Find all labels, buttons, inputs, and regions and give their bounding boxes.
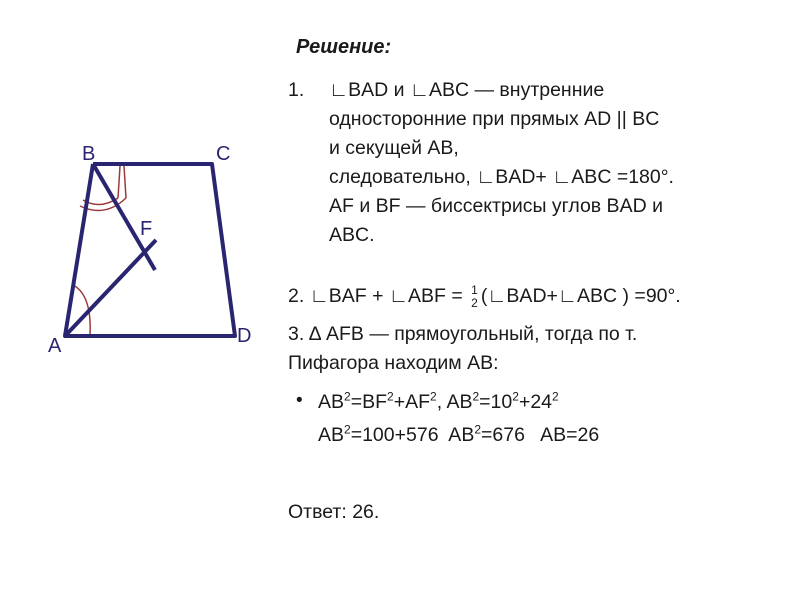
trapezoid-diagram: [40, 130, 270, 360]
step-1-line: односторонние при прямых AD || BC: [329, 108, 660, 130]
step-1-line: и секущей AB,: [329, 137, 459, 159]
label-d: D: [237, 325, 252, 347]
solution-step-3-line-1: 3. Δ AFB — прямоугольный, тогда по т.: [288, 323, 638, 345]
solution-step-3-line-2: Пифагора находим AB:: [288, 352, 499, 374]
equation-line-1: $AB^2=BF^2+AF^2$, $AB^2=10^2+24^2$: [318, 389, 559, 413]
equation-line-2: $AB^2=100+576$ $AB^2=676$ AB=26: [318, 422, 600, 446]
label-c: C: [216, 143, 231, 165]
fraction-one-half: 1 2: [471, 282, 478, 310]
bisector-bf: [93, 164, 155, 270]
solution-title: Решение:: [296, 36, 392, 58]
step-1-number: 1.: [288, 79, 305, 101]
answer: Ответ: 26.: [288, 501, 380, 523]
solution-step-1: [288, 76, 768, 250]
step-1-line: ∟BAD и ∟ABC — внутренние: [329, 79, 605, 101]
bullet-icon: •: [296, 390, 303, 411]
label-a: A: [48, 335, 62, 357]
step-1-line: ABC.: [329, 224, 375, 246]
pythagoras-equations: [318, 386, 599, 452]
step-1-line: AF и BF — биссектрисы углов BAD и: [329, 195, 663, 217]
label-f: F: [140, 218, 153, 240]
solution-step-2: 2. ∟BAF + ∟ABF = 1 2 (∟BAD+∟ABC ) =90°.: [288, 282, 681, 310]
label-b: B: [82, 143, 96, 165]
trapezoid-figure: [40, 130, 270, 360]
step-1-line: следовательно, ∟BAD+ ∟ABC =180°.: [329, 166, 674, 188]
